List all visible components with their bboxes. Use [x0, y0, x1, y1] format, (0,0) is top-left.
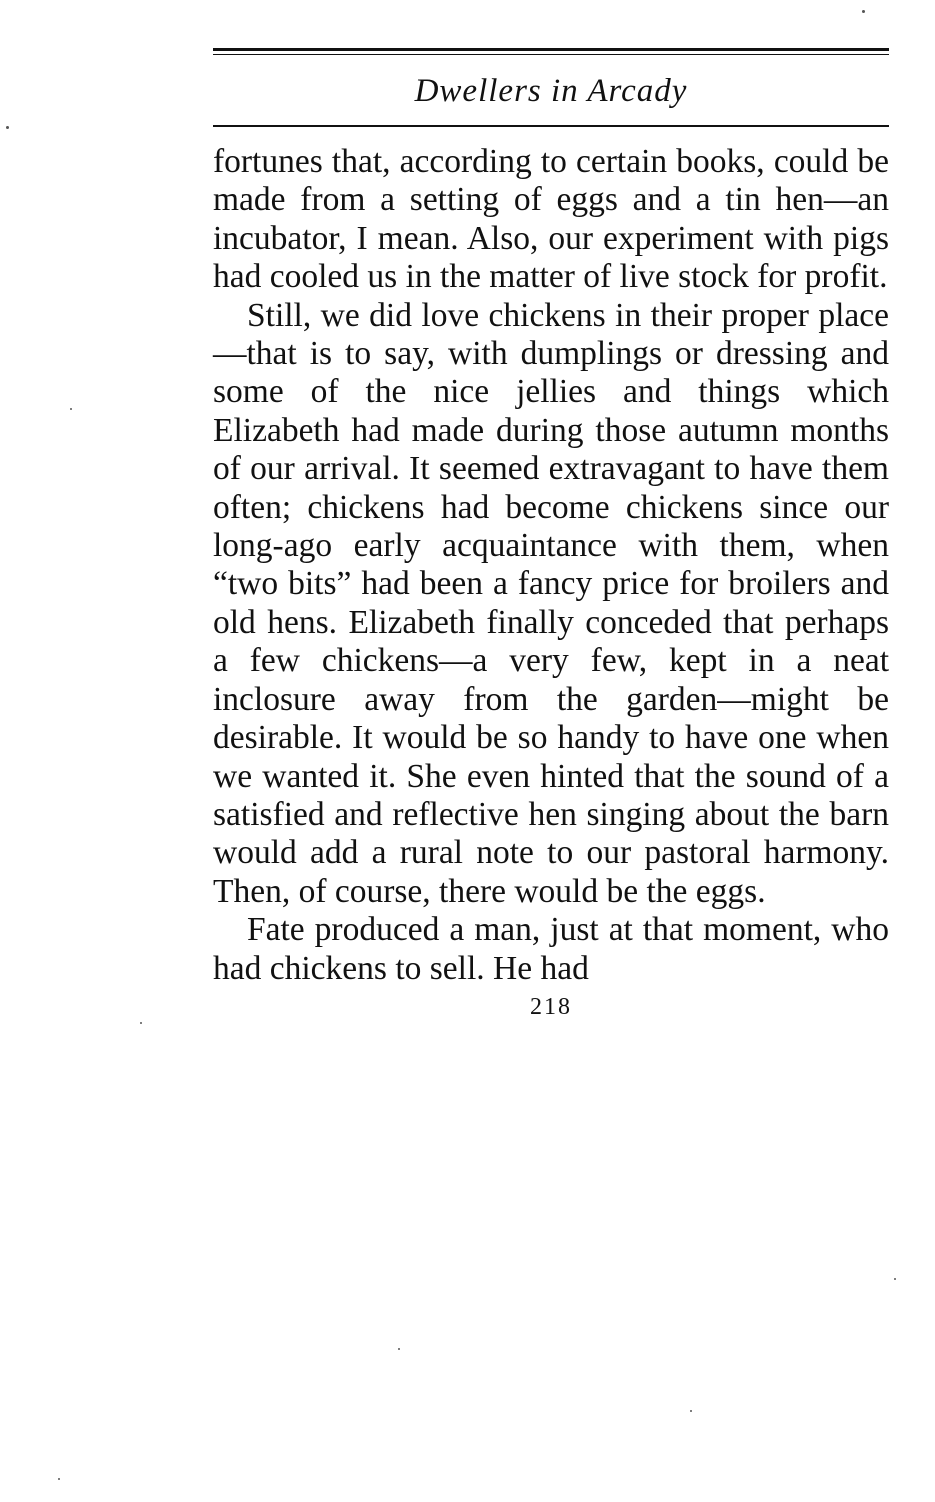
body-text	[213, 143, 889, 988]
header-rule	[213, 125, 889, 127]
scan-speck	[690, 1410, 692, 1412]
paragraph-3: Fate produced a man, just at that moment, who had chickens to sell. He had	[213, 911, 889, 987]
header-double-rule	[213, 48, 889, 55]
scan-speck	[140, 1022, 142, 1024]
scan-speck	[70, 408, 72, 410]
scan-speck	[398, 1348, 400, 1350]
scan-speck	[58, 1478, 60, 1480]
scan-speck	[862, 10, 865, 13]
running-head: Dwellers in Arcady	[414, 73, 688, 109]
paragraph-1: fortunes that, according to certain books, could be made from a setting of eggs and a tin hen—an incubator, I mean. Also, our experiment with pigs had cooled us in the matter of live stock for profit.	[213, 143, 889, 296]
scan-speck	[894, 1278, 896, 1280]
scan-speck	[6, 126, 9, 129]
page-number: 218	[530, 993, 572, 1020]
book-page	[213, 48, 889, 1021]
paragraph-2: Still, we did love chickens in their proper place—that is to say, with dumplings or dressing and some of the nice jellies and things which Elizabeth had made during those autumn months of our arrival. It seemed extravagant to have them often; chickens had become chickens since our long-ago early acquaintance with them, when “two bits” had been a fancy price for broilers and old hens. Elizabeth finally conceded that perhaps a few chickens—a very few, kept in a neat inclosure away from the garden—might be desirable. It would be so handy to have one when we wanted it. She even hinted that the sound of a satisfied and reflective hen singing about the barn would add a rural note to our pastoral harmony. Then, of course, there would be the eggs.	[213, 296, 889, 910]
